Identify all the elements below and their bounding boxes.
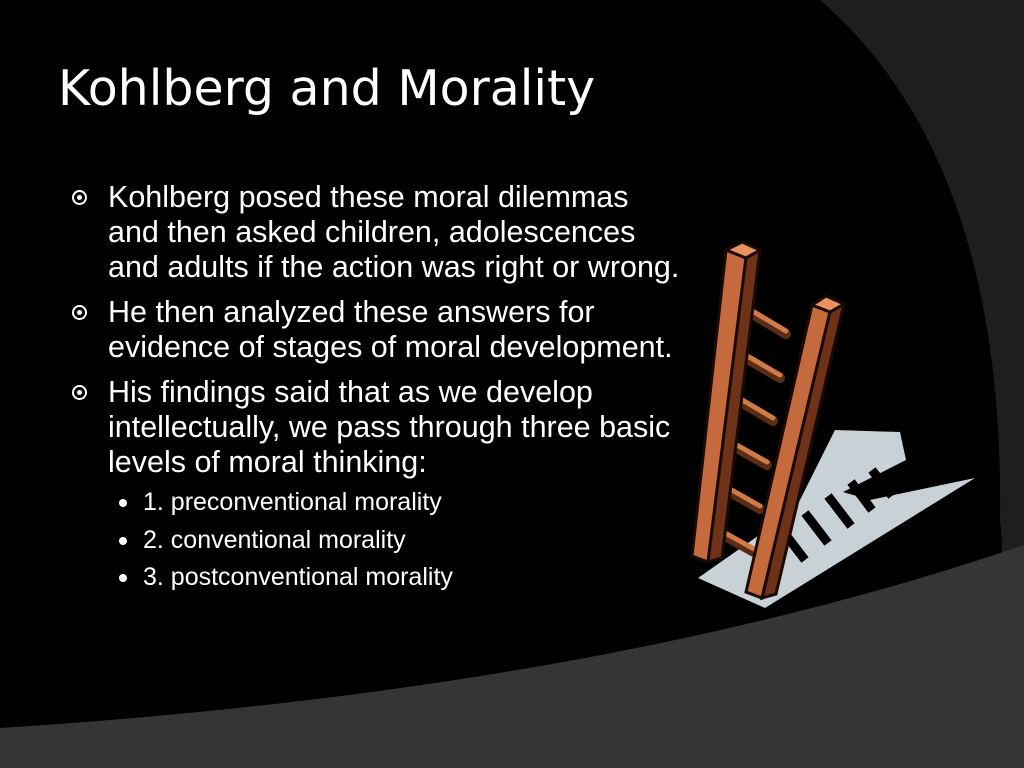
bullet-text: He then analyzed these answers for evidence of stages of moral development. [108,295,673,364]
sub-bullet-text: 1. preconventional morality [143,488,442,516]
bullet-text: Kohlberg posed these moral dilemmas and then asked children, adolescences and adults if the action was right or wrong. [108,180,680,284]
sub-bullet-text: 2. conventional morality [143,525,406,554]
sub-bullet-text: 3. postconventional morality [143,563,453,591]
slide-title: Kohlberg and Morality [58,60,596,117]
ladder-shadow [698,430,975,608]
bullet-text: His findings said that as we develop intellectually, we pass through three basic levels of moral thinking: [108,375,671,479]
